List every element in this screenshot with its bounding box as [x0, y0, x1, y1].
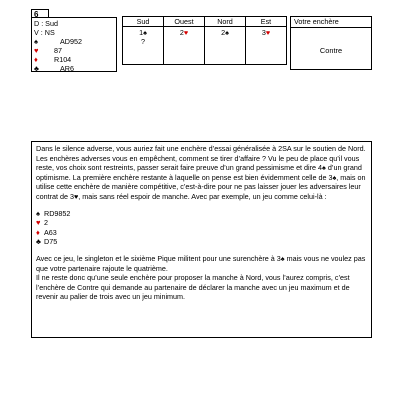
- spade-cards: AD952: [60, 36, 82, 46]
- club-icon: ♣: [36, 237, 41, 247]
- diamond-icon: ♦: [34, 54, 38, 64]
- example-clubs: [36, 237, 367, 247]
- bid-nord: [205, 27, 246, 65]
- hand-box: [31, 17, 117, 72]
- hand-clubs: [34, 64, 114, 73]
- heart-icon: ♥: [183, 28, 189, 37]
- heart-cards: 87: [54, 45, 62, 55]
- example-diamonds: [36, 228, 367, 238]
- commentary-paragraph-1: Dans le silence adverse, vous auriez fait une enchère d’essai généralisée à 2SA sur le soutien de Nord. Les enchères adverses vous en empêchent, comment se tirer d’affaire ? Vu le peu de place qu’il vous reste, vos choix sont restreints, passer serait faire preuve d’un grand pessimisme et dire 4♠ d’un grand optimisme. La première enchère restante à laquelle on pense est bien évidemment celle de 3♠, mais on utilise cette enchère de manière compétitive, c’est-à-dire pour ne pas laisser jouer les adversaires leur contrat de 3♥, mais sans réel espoir de manche. Avec par exemple, un jeu comme celui-là :: [36, 144, 366, 201]
- example-spade-cards: RD9852: [44, 208, 71, 218]
- club-icon: ♣: [34, 63, 39, 73]
- club-cards: AR6: [60, 63, 74, 73]
- bidding-table: [122, 16, 287, 65]
- heart-icon: ♥: [265, 28, 271, 37]
- header-nord: Nord: [205, 17, 246, 27]
- header-sud: Sud: [123, 17, 164, 27]
- bid-sud-opening: 1♠: [139, 28, 147, 37]
- diamond-cards: R104: [54, 54, 72, 64]
- example-heart-cards: 2: [44, 218, 48, 228]
- answer-box: [290, 16, 372, 70]
- example-hearts: [36, 218, 367, 228]
- heart-icon: ♥: [36, 218, 41, 228]
- bid-sud-question: ?: [141, 37, 145, 46]
- hand-diamonds: [34, 55, 114, 64]
- example-club-cards: D75: [44, 237, 58, 247]
- commentary-paragraph-3: Il ne reste donc qu’une seule enchère pour proposer la manche à Nord, vous l’aurez compris, c’est l’enchère de Contre qui demande au partenaire de déclarer la manche avec un jeu maximum et de revenir au palier de trois avec un jeu minimum.: [36, 273, 350, 302]
- spade-icon: ♠: [36, 208, 40, 218]
- example-diamond-cards: A63: [44, 227, 57, 237]
- example-spades: [36, 209, 367, 219]
- bid-ouest: [164, 27, 205, 65]
- bid-est: [246, 27, 287, 65]
- heart-icon: ♥: [34, 45, 39, 55]
- answer-value: Contre: [319, 46, 343, 55]
- spade-icon: ♠: [225, 28, 229, 37]
- header-ouest: Ouest: [164, 17, 205, 27]
- header-est: Est: [246, 17, 287, 27]
- bid-nord-level: 2: [221, 28, 226, 37]
- dealer-line: D : Sud: [34, 18, 58, 28]
- vulnerability-line: V : NS: [34, 27, 55, 37]
- hand-hearts: [34, 46, 114, 55]
- spade-icon: ♠: [34, 36, 38, 46]
- bid-est-level: 3: [261, 28, 266, 37]
- hand-spades: [34, 37, 114, 46]
- bid-sud: [123, 27, 164, 65]
- answer-header: Votre enchère: [291, 17, 371, 28]
- bid-ouest-level: 2: [179, 28, 184, 37]
- diamond-icon: ♦: [36, 227, 40, 237]
- commentary-box: [31, 141, 372, 338]
- deal-number: 6: [31, 9, 49, 18]
- commentary-paragraph-2: Avec ce jeu, le singleton et le sixième Pique militent pour une surenchère à 3♠ mais vous ne voulez pas que votre partenaire rajoute le quatrième.: [36, 253, 366, 273]
